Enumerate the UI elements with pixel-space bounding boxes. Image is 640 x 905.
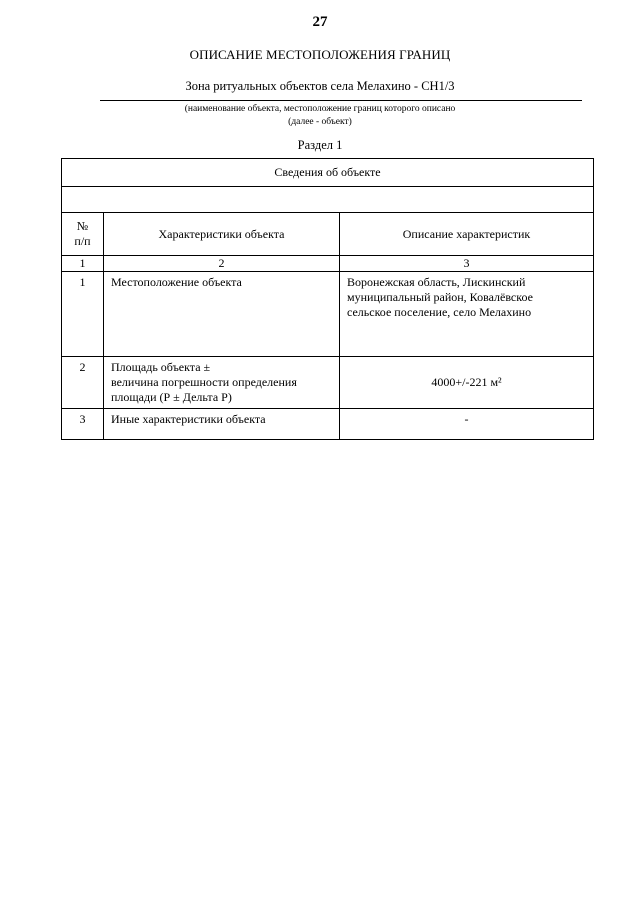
column-number: 3 xyxy=(340,256,594,272)
row-characteristic xyxy=(104,409,340,440)
table-empty-row xyxy=(62,187,594,213)
section-title: Раздел 1 xyxy=(297,138,343,152)
column-number: 1 xyxy=(62,256,104,272)
page-number: 27 xyxy=(312,14,328,30)
text-line: площади (Р ± Дельта Р) xyxy=(111,390,232,404)
row-description xyxy=(340,357,594,409)
row-characteristic xyxy=(104,357,340,409)
text-line: Местоположение объекта xyxy=(111,275,242,289)
text-line: 4000+/-221 м² xyxy=(431,375,502,389)
document-title: ОПИСАНИЕ МЕСТОПОЛОЖЕНИЯ ГРАНИЦ xyxy=(189,47,451,62)
text-line: муниципальный район, Ковалёвское xyxy=(347,290,533,304)
column-header-num-line-2: п/п xyxy=(74,234,91,248)
column-header-characteristics: Характеристики объекта xyxy=(104,213,340,256)
row-number: 2 xyxy=(62,357,104,409)
row-number: 1 xyxy=(62,272,104,357)
table-row xyxy=(62,272,594,357)
column-number: 2 xyxy=(104,256,340,272)
row-number: 3 xyxy=(62,409,104,440)
table-row xyxy=(62,409,594,440)
object-info-table xyxy=(61,158,594,440)
text-line: Иные характеристики объекта xyxy=(111,412,266,426)
object-name: Зона ритуальных объектов села Мелахино - СН1/3 xyxy=(185,79,455,93)
text-line: Площадь объекта ± xyxy=(111,360,211,374)
column-header-description: Описание характеристик xyxy=(340,213,594,256)
column-header-num xyxy=(62,213,104,256)
caption xyxy=(0,103,640,129)
caption-line-2: (далее - объект) xyxy=(288,117,352,127)
table-row xyxy=(62,357,594,409)
text-line: сельское поселение, село Мелахино xyxy=(347,305,532,319)
column-header-num-line-1: № xyxy=(76,219,89,233)
row-characteristic xyxy=(104,272,340,357)
row-description xyxy=(340,272,594,357)
text-line: Воронежская область, Лискинский xyxy=(347,275,526,289)
text-line: - xyxy=(464,412,469,426)
table-heading: Сведения об объекте xyxy=(62,159,594,187)
caption-line-1: (наименование объекта, местоположение границ которого описано xyxy=(184,104,456,114)
row-description xyxy=(340,409,594,440)
text-line: величина погрешности определения xyxy=(111,375,297,389)
underline-rule xyxy=(100,100,582,101)
